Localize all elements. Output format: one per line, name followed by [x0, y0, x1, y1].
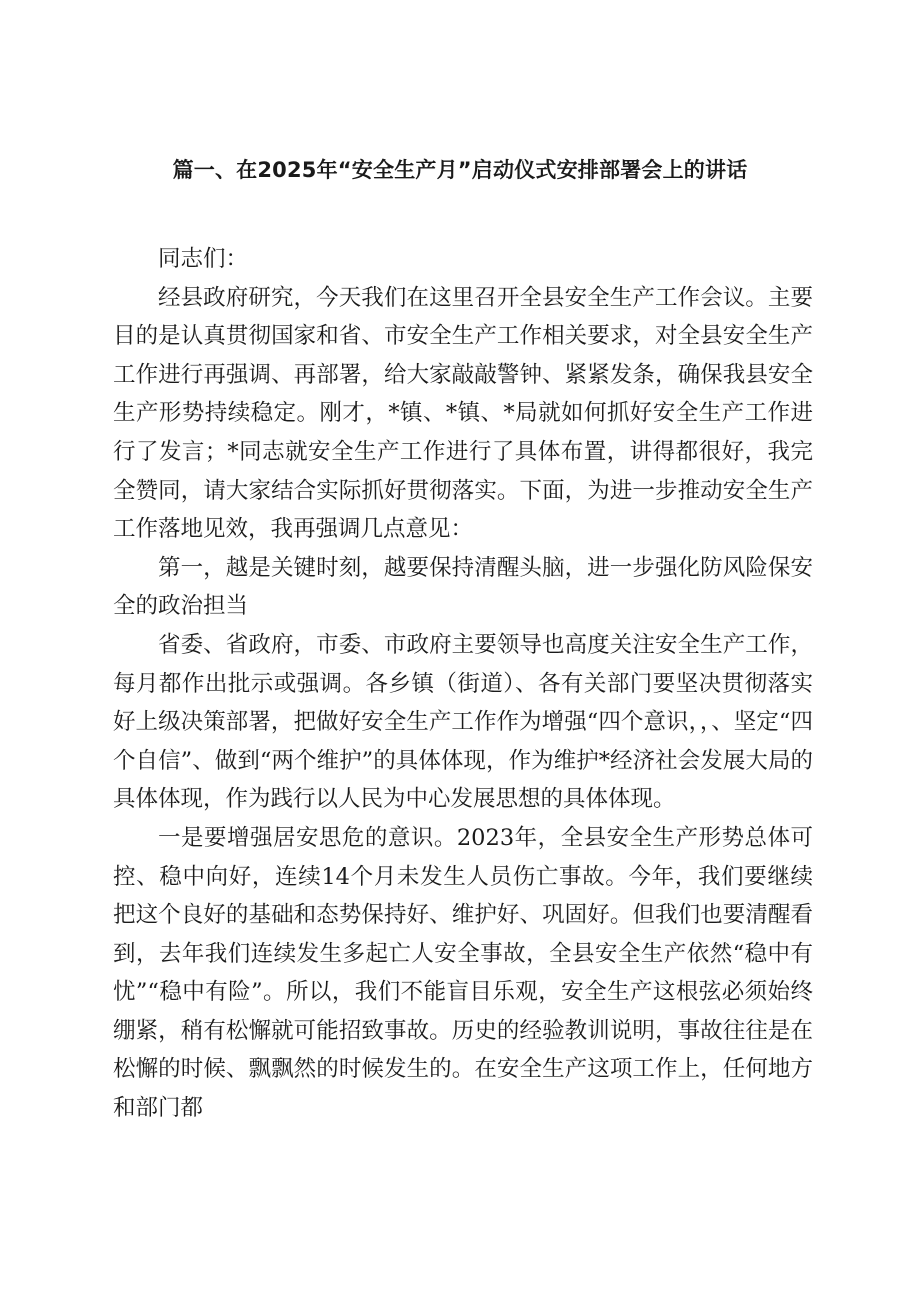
section-heading-first: 第一，越是关键时刻，越要保持清醒头脑，进一步强化防风险保安全的政治担当 — [113, 554, 813, 620]
document-body — [113, 240, 813, 1128]
paragraph-point-one: 一是要增强居安思危的意识。2023年，全县安全生产形势总体可控、稳中向好，连续14个月未发生人员伤亡事故。今年，我们要继续把这个良好的基础和态势保持好、维护好、巩固好。但我们也要清醒看到，去年我们连续发生多起亡人安全事故，全县安全生产依然“稳中有忧”“稳中有险”。所以，我们不能盲目乐观，安全生产这根弦必须始终绷紧，稍有松懈就可能招致事故。历史的经验教训说明，事故往往是在松懈的时候、飘飘然的时候发生的。在安全生产这项工作上，任何地方和部门都 — [113, 824, 813, 1122]
paragraph-leadership: 省委、省政府，市委、市政府主要领导也高度关注安全生产工作，每月都作出批示或强调。各乡镇（街道）、各有关部门要坚决贯彻落实好上级决策部署，把做好安全生产工作作为增强“四个意识，，、坚定“四个自信”、做到“两个维护”的具体体现，作为维护*经济社会发展大局的具体体现，作为践行以人民为中心发展思想的具体体现。 — [113, 631, 813, 813]
paragraph-intro: 经县政府研究，今天我们在这里召开全县安全生产工作会议。主要目的是认真贯彻国家和省、市安全生产工作相关要求，对全县安全生产工作进行再强调、再部署，给大家敲敲警钟、紧紧发条，确保我县安全生产形势持续稳定。刚才，*镇、*镇、*局就如何抓好安全生产工作进行了发言；*同志就安全生产工作进行了具体布置，讲得都很好，我完全赞同，请大家结合实际抓好贯彻落实。下面，为进一步推动安全生产工作落地见效，我再强调几点意见： — [113, 284, 813, 543]
salutation: 同志们： — [158, 246, 249, 272]
document-title: 篇一、在2025年“安全生产月”启动仪式安排部署会上的讲话 — [172, 158, 748, 182]
